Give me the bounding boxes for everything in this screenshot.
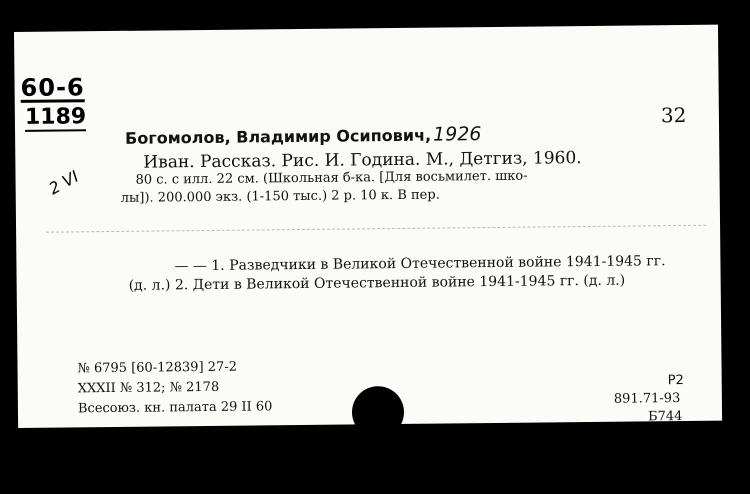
classification-line-1: P2 <box>667 373 684 389</box>
handwritten-date: 16.III.60 г Вм. <box>552 444 693 471</box>
footer-line-3: Всесоюз. кн. палата 29 II 60 <box>77 399 273 417</box>
title-line: Иван. Рассказ. Рис. И. Година. М., Детгиз, 1960. <box>143 148 582 173</box>
subject-line-1: — — 1. Разведчики в Великой Отечественной войне 1941-1945 гг. <box>174 253 666 275</box>
catalog-card <box>14 25 722 471</box>
description-line-1: 80 с. с илл. 22 см. (Школьная б-ка. [Для восьмилет. шко- <box>135 168 528 188</box>
card-number: 32 <box>660 102 687 128</box>
handwritten-scribble: 2 VI <box>45 166 82 199</box>
description-line-2: лы]). 200.000 экз. (1-150 тыс.) 2 р. 10 к. В пер. <box>120 187 440 206</box>
card-divider <box>46 225 706 233</box>
punch-hole <box>352 386 405 439</box>
subject-line-2: (д. л.) 2. Дети в Великой Отечественной войне 1941-1945 гг. (д. л.) <box>128 272 626 294</box>
classification-line-2: 891.71-93 <box>613 391 681 407</box>
author-name: Богомолов, Владимир Осипович, <box>125 125 432 148</box>
footer-line-2: XXXII № 312; № 2178 <box>77 379 220 397</box>
classification-line-3: Б744 <box>647 409 683 425</box>
author-heading <box>125 123 482 149</box>
handwritten-call-number-top: 60-6 <box>20 73 85 102</box>
handwritten-call-number-bottom: 1189 <box>24 104 87 130</box>
footer-line-1: № 6795 [60-12839] 27-2 <box>77 359 238 377</box>
handwritten-year: 1926 <box>432 123 482 146</box>
